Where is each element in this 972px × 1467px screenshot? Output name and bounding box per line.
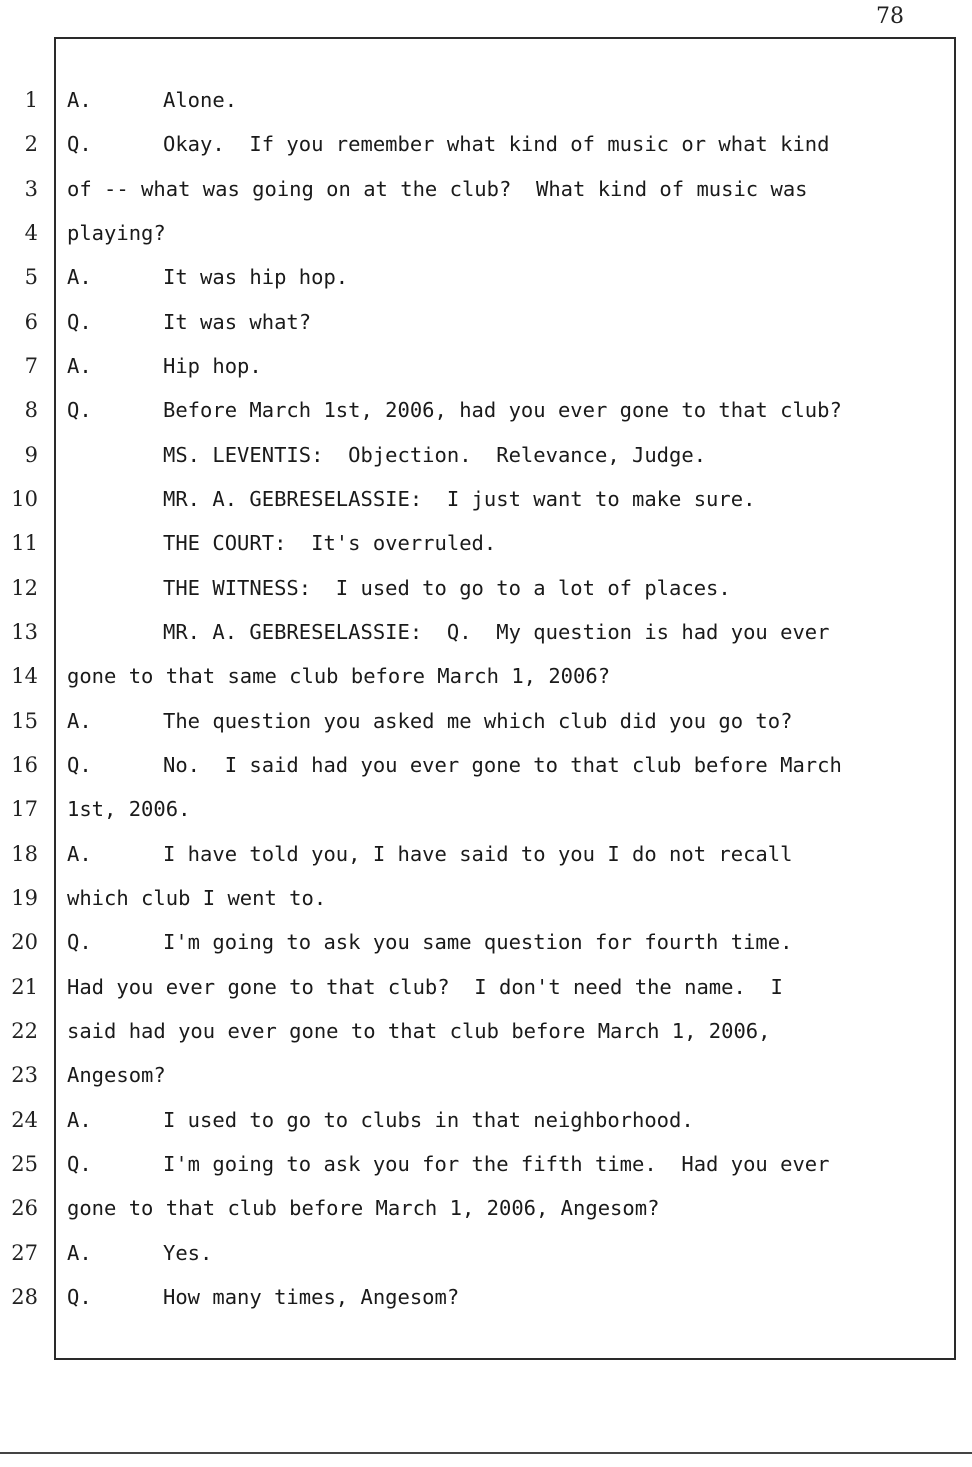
transcript-line: [67, 876, 947, 920]
line-text: MR. A. GEBRESELASSIE: Q. My question is had you ever: [163, 619, 830, 644]
transcript-line: [67, 920, 947, 964]
line-number: 28: [11, 1284, 38, 1309]
line-text: How many times, Angesom?: [163, 1284, 460, 1309]
line-number: 2: [24, 132, 38, 157]
page-number: 78: [876, 4, 904, 29]
speaker-label: A.: [67, 88, 92, 112]
transcript-line: [67, 566, 947, 610]
line-text: MR. A. GEBRESELASSIE: I just want to make sure.: [163, 486, 756, 511]
line-number: 24: [11, 1107, 38, 1132]
line-text: Okay. If you remember what kind of music or what kind: [163, 132, 830, 157]
transcript-line: [67, 477, 947, 521]
speaker-label: Q.: [67, 398, 92, 423]
line-text: I used to go to clubs in that neighborhood.: [163, 1107, 694, 1132]
line-number: 22: [11, 1018, 38, 1043]
speaker-label: A.: [67, 1107, 92, 1132]
transcript-line: [67, 255, 947, 299]
transcript-line: [67, 965, 947, 1009]
line-number-column: [0, 78, 38, 1319]
transcript-line: [67, 1186, 947, 1230]
transcript-line: [67, 1231, 947, 1275]
speaker-label: Q.: [67, 1284, 92, 1309]
line-number: 6: [24, 309, 38, 334]
transcript-line: [67, 832, 947, 876]
speaker-label: A.: [67, 265, 92, 290]
line-number: 1: [24, 88, 38, 112]
line-text: Angesom?: [67, 1063, 166, 1088]
transcript-line: [67, 1053, 947, 1097]
transcript-line: [67, 1275, 947, 1319]
transcript-line: [67, 743, 947, 787]
line-text: gone to that same club before March 1, 2006?: [67, 664, 611, 689]
transcript-line: [67, 122, 947, 166]
transcript-line: [67, 300, 947, 344]
line-text: gone to that club before March 1, 2006, Angesom?: [67, 1196, 660, 1221]
line-number: 7: [24, 353, 38, 378]
line-number: 25: [11, 1151, 38, 1176]
line-text: THE COURT: It's overruled.: [163, 531, 497, 556]
line-number: 18: [11, 841, 38, 866]
line-text: I'm going to ask you for the fifth time. Had you ever: [163, 1151, 830, 1176]
line-number: 16: [11, 752, 38, 777]
transcript-line: [67, 787, 947, 831]
line-number: 26: [11, 1196, 38, 1221]
line-text: Yes.: [163, 1240, 213, 1265]
transcript-line: [67, 344, 947, 388]
speaker-label: Q.: [67, 132, 92, 157]
line-number: 5: [24, 265, 38, 290]
line-text: THE WITNESS: I used to go to a lot of places.: [163, 575, 731, 600]
speaker-label: A.: [67, 1240, 92, 1265]
line-text: MS. LEVENTIS: Objection. Relevance, Judge.: [163, 442, 707, 467]
transcript-line: [67, 699, 947, 743]
line-number: 17: [11, 797, 38, 822]
line-number: 14: [11, 664, 38, 689]
speaker-label: Q.: [67, 930, 92, 955]
transcript-line: [67, 1142, 947, 1186]
speaker-label: Q.: [67, 752, 92, 777]
line-text: Before March 1st, 2006, had you ever gone to that club?: [163, 398, 842, 423]
line-text: playing?: [67, 220, 166, 245]
line-text: I have told you, I have said to you I do not recall: [163, 841, 793, 866]
footer-rule: [0, 1452, 972, 1454]
line-number: 12: [11, 575, 38, 600]
line-number: 21: [11, 974, 38, 999]
transcript-line: [67, 1098, 947, 1142]
transcript-line: [67, 167, 947, 211]
line-number: 13: [11, 619, 38, 644]
line-number: 27: [11, 1240, 38, 1265]
speaker-label: Q.: [67, 309, 92, 334]
speaker-label: A.: [67, 708, 92, 733]
line-text: The question you asked me which club did you go to?: [163, 708, 793, 733]
line-text: Hip hop.: [163, 353, 262, 378]
transcript-line: [67, 654, 947, 698]
line-text: It was hip hop.: [163, 265, 349, 290]
line-number: 9: [24, 442, 38, 467]
transcript-line: [67, 78, 947, 122]
transcript-body: [67, 78, 947, 1319]
line-text: 1st, 2006.: [67, 797, 191, 822]
line-text: Had you ever gone to that club? I don't need the name. I: [67, 974, 783, 999]
line-number: 20: [11, 930, 38, 955]
transcript-line: [67, 388, 947, 432]
transcript-line: [67, 521, 947, 565]
line-number: 3: [24, 176, 38, 201]
line-text: said had you ever gone to that club before March 1, 2006,: [67, 1018, 771, 1043]
line-number: 10: [11, 486, 38, 511]
line-text: of -- what was going on at the club? What kind of music was: [67, 176, 808, 201]
line-number: 8: [24, 398, 38, 423]
line-text: which club I went to.: [67, 885, 327, 910]
line-number: 11: [11, 531, 38, 556]
line-text: It was what?: [163, 309, 312, 334]
line-text: I'm going to ask you same question for fourth time.: [163, 930, 793, 955]
speaker-label: Q.: [67, 1151, 92, 1176]
transcript-line: [67, 1009, 947, 1053]
transcript-line: [67, 211, 947, 255]
line-number: 23: [11, 1063, 38, 1088]
speaker-label: A.: [67, 841, 92, 866]
line-number: 15: [11, 708, 38, 733]
line-number: 4: [24, 220, 38, 245]
line-text: Alone.: [163, 88, 238, 112]
speaker-label: A.: [67, 353, 92, 378]
transcript-line: [67, 610, 947, 654]
transcript-line: [67, 433, 947, 477]
line-text: No. I said had you ever gone to that club before March: [163, 752, 842, 777]
line-number: 19: [11, 885, 38, 910]
